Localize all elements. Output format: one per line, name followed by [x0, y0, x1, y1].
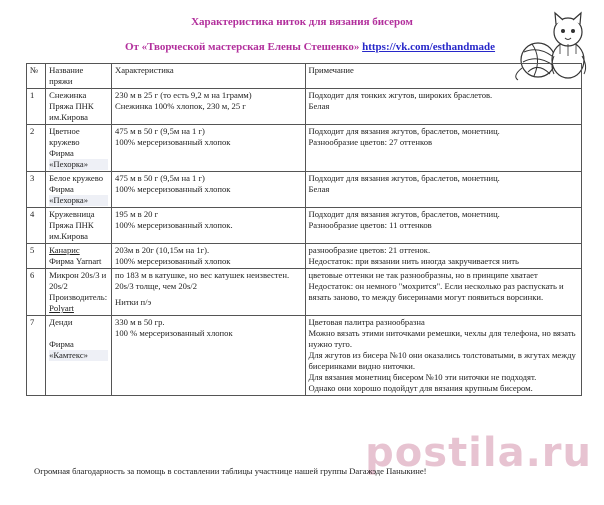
name-line: кружево [49, 137, 80, 147]
name-line: Канарис [49, 245, 80, 255]
name-line: Снежинка [49, 90, 87, 100]
note-line: Разнообразие цветов: 11 оттенков [308, 220, 432, 230]
cell-note [305, 244, 581, 269]
page-title: Характеристика ниток для вязания бисером [191, 16, 413, 28]
note-line: Подходит для вязания жгутов, браслетов, монетниц. [308, 173, 500, 183]
name-line: «Пехорка» [49, 159, 108, 170]
cell-number: 7 [27, 316, 46, 396]
cell-name [46, 89, 112, 125]
name-line: Polyart [49, 303, 74, 313]
note-line: Цветовая палитра разнообразна [308, 317, 425, 327]
column-header-characteristic: Характеристика [112, 64, 306, 89]
name-line: Кружевница [49, 209, 95, 219]
column-header-number: № [27, 64, 46, 89]
char-line: 100% мерсеризованный хлопок [115, 256, 231, 266]
note-line: Подходит для тонких жгутов, широких браслетов. [308, 90, 493, 100]
cell-name [46, 208, 112, 244]
cell-number: 4 [27, 208, 46, 244]
name-line: Цветное [49, 126, 80, 136]
note-line: Для вязания монетниц бисером №10 эти ниточки не подходят. [308, 372, 537, 382]
postila-watermark: postila.ru [365, 430, 592, 476]
page-subtitle [100, 41, 520, 53]
char-line: 475 м в 50 г (9,5м на 1 г) [115, 173, 205, 183]
char-line: 475 м в 50 г (9,5м на 1 г) [115, 126, 205, 136]
char-line: 230 м в 25 г (то есть 9,2 м на 1грамм) [115, 90, 252, 100]
cell-number: 1 [27, 89, 46, 125]
column-header-note: Примечание [305, 64, 581, 89]
name-line: Фирма [49, 339, 74, 349]
cell-number: 3 [27, 172, 46, 208]
name-line: Производитель: [49, 292, 108, 302]
cell-number: 2 [27, 125, 46, 172]
name-line: Фирма [49, 148, 74, 158]
note-line: Недостаток: при вязании нить иногда закручивается нить [308, 256, 519, 266]
note-line: Однако они хорошо подойдут для вязания крупным бисером. [308, 383, 533, 393]
note-line: Подходит для вязания жгутов, браслетов, монетниц. [308, 126, 500, 136]
cell-characteristic [112, 316, 306, 396]
name-line: Пряжа ПНК [49, 101, 94, 111]
cell-note [305, 172, 581, 208]
name-line: Фирма [49, 184, 74, 194]
subtitle-link[interactable]: https://vk.com/esthandmade [362, 41, 496, 53]
name-line: Пряжа ПНК [49, 220, 94, 230]
name-line: «Камтекс» [49, 350, 108, 361]
note-line: Можно вязать этими ниточками ремешки, чехлы для телефона, но вязать нужно туго. [308, 328, 576, 349]
yarn-table [26, 63, 582, 396]
table-row [27, 125, 582, 172]
cell-characteristic [112, 208, 306, 244]
name-line: Фирма Yarnart [49, 256, 102, 266]
char-line: 100% мерсеризованный хлопок. [115, 220, 233, 230]
cell-number: 5 [27, 244, 46, 269]
name-line: Белое кружево [49, 173, 104, 183]
char-line: 100% мерсеризованный хлопок [115, 137, 231, 147]
char-line: по 183 м в катушке, но вес катушек неизвестен. 20s/3 толще, чем 20s/2 [115, 270, 290, 291]
table-row [27, 208, 582, 244]
cell-characteristic [112, 89, 306, 125]
char-line: Снежинка 100% хлопок, 230 м, 25 г [115, 101, 246, 111]
cell-characteristic [112, 244, 306, 269]
footer-thanks: Огромная благодарность за помощь в составлении таблицы участнице нашей группы Dагажэде Паныкине! [34, 466, 427, 476]
note-line: цветовые оттенки не так разнообразны, но в принципе хватает [308, 270, 538, 280]
cell-note [305, 316, 581, 396]
table-row [27, 316, 582, 396]
note-line: разнообразие цветов: 21 оттенок. [308, 245, 431, 255]
note-line: Недостаток: он немного "мохрится". Если несколько раз распускать и вязать заново, то между бисеринами могут появиться ворсинки. [308, 281, 564, 302]
note-line: Подходит для вязания жгутов, браслетов, монетниц. [308, 209, 500, 219]
cell-number: 6 [27, 269, 46, 316]
char-line: 330 м в 50 гр. [115, 317, 165, 327]
cell-name [46, 244, 112, 269]
note-line: Белая [308, 101, 330, 111]
cell-note [305, 208, 581, 244]
cell-name [46, 172, 112, 208]
table-row [27, 89, 582, 125]
column-header-name: Название пряжи [46, 64, 112, 89]
cell-characteristic [112, 125, 306, 172]
cell-name [46, 269, 112, 316]
char-line: 100 % мерсеризованный хлопок [115, 328, 233, 338]
char-line: 203м в 20г (10,15м на 1г). [115, 245, 210, 255]
name-line: им.Кирова [49, 112, 88, 122]
subtitle-prefix: От «Творческой мастерская Елены Стешенко» [124, 41, 360, 53]
char-line: 100% мерсеризованный хлопок [115, 184, 231, 194]
note-line: Разнообразие цветов: 27 оттенков [308, 137, 433, 147]
name-line: им.Кирова [49, 231, 88, 241]
table-row [27, 269, 582, 316]
char-line: 195 м в 20 г [115, 209, 159, 219]
cell-name [46, 125, 112, 172]
cell-name [46, 316, 112, 396]
cell-note [305, 269, 581, 316]
cell-characteristic [112, 172, 306, 208]
note-line: Белая [308, 184, 330, 194]
name-line: Микрон 20s/3 и 20s/2 [49, 270, 107, 291]
note-line: Для жгутов из бисера №10 они оказались толстоватыми, в жгутах между бисеринками видно ниточки. [308, 350, 576, 371]
table-header-row [27, 64, 582, 89]
table-row [27, 244, 582, 269]
name-line: «Пехорка» [49, 195, 108, 206]
char-line: Нитки п/э [115, 297, 152, 307]
cell-characteristic [112, 269, 306, 316]
table-row [27, 172, 582, 208]
cell-note [305, 125, 581, 172]
name-line: Денди [49, 317, 73, 327]
cell-note [305, 89, 581, 125]
